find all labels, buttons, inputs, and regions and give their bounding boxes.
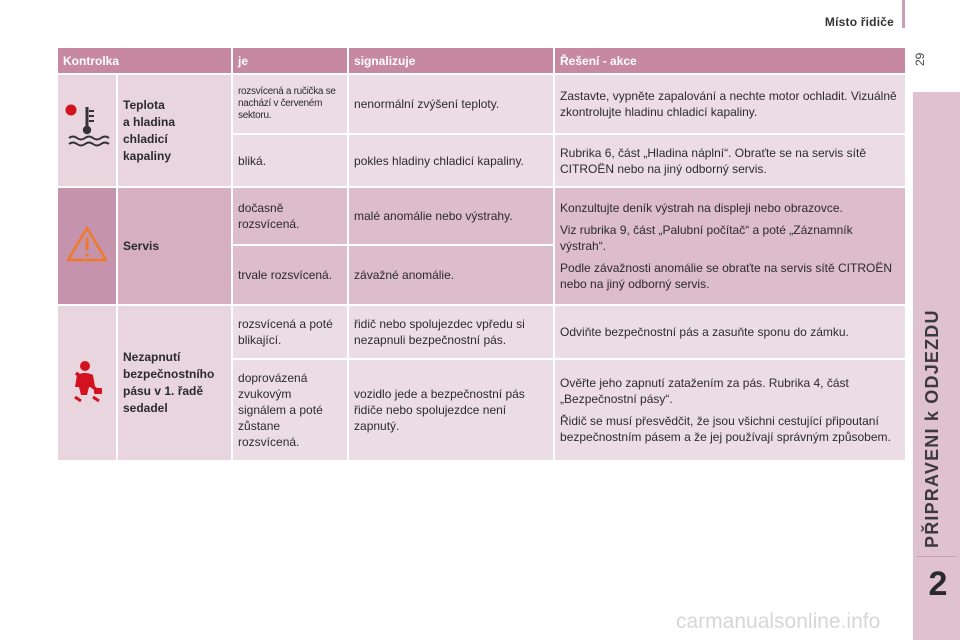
indicator-name-line: sedadel	[123, 401, 168, 415]
coolant-icon-cell	[58, 75, 116, 186]
action-text: Řidič se musí přesvědčit, že jsou všichni cestující připoutaní bezpečnostním pásem a že jej používají správným způsobem.	[560, 414, 891, 444]
indicator-name-line: Teplota	[123, 97, 165, 112]
state-cell: rozsvícená a ručička se nachází v červeném sektoru.	[233, 75, 347, 133]
seatbelt-icon-cell	[58, 306, 116, 460]
action-cell: Odviňte bezpečnostní pás a zasuňte sponu do zámku.	[555, 306, 905, 358]
table-row	[58, 75, 905, 133]
warning-lights-table	[56, 46, 903, 462]
state-cell: trvale rozsvícená.	[233, 246, 347, 304]
signal-cell: vozidlo jede a bezpečnostní pás řidiče nebo spolujezdce není zapnutý.	[349, 360, 553, 460]
coolant-temperature-icon	[62, 101, 112, 157]
chapter-number: 2	[928, 565, 948, 603]
action-text: Ověřte jeho zapnutí zatažením za pás. Rubrika 4, část „Bezpečnostní pásy“.	[560, 376, 849, 406]
action-text: Viz rubrika 9, část „Palubní počítač“ a poté „Záznamník výstrah“.	[560, 223, 853, 253]
indicator-name-line: kapaliny	[123, 148, 172, 163]
action-text: Podle závažnosti anomálie se obraťte na servis sítě CITROËN nebo na jiný odborný servis.	[560, 261, 892, 291]
column-header-kontrolka: Kontrolka	[58, 48, 231, 73]
indicator-name: Servis	[118, 188, 231, 304]
state-cell: dočasně rozsvícená.	[233, 188, 347, 244]
page-header-title: Místo řidiče	[824, 15, 894, 29]
chapter-divider	[917, 556, 957, 557]
state-cell: bliká.	[233, 135, 347, 186]
action-cell: Rubrika 6, část „Hladina náplní“. Obraťte se na servis sítě CITROËN nebo na jiný odborný servis.	[555, 135, 905, 186]
warning-triangle-icon	[64, 224, 110, 264]
action-cell	[555, 188, 905, 304]
action-cell	[555, 360, 905, 460]
indicator-name-line: Nezapnutí	[123, 350, 181, 364]
indicator-name	[118, 75, 231, 186]
table-row	[58, 188, 905, 244]
action-cell: Zastavte, vypněte zapalování a nechte motor ochladit. Vizuálně zkontrolujte hladinu chladicí kapaliny.	[555, 75, 905, 133]
service-icon-cell	[58, 188, 116, 304]
state-cell: doprovázená zvukovým signálem a poté zůstane rozsvícená.	[233, 360, 347, 460]
table-row	[58, 306, 905, 358]
indicator-name-line: bezpečnostního	[123, 367, 215, 381]
signal-cell: nenormální zvýšení teploty.	[349, 75, 553, 133]
seatbelt-icon	[67, 359, 107, 403]
indicator-name-line: pásu v 1. řadě	[123, 384, 204, 398]
action-text: Konzultujte deník výstrah na displeji nebo obrazovce.	[560, 201, 843, 215]
signal-cell: závažné anomálie.	[349, 246, 553, 304]
table-header-row	[58, 48, 905, 73]
column-header-signalizuje: signalizuje	[349, 48, 553, 73]
signal-cell: pokles hladiny chladicí kapaliny.	[349, 135, 553, 186]
header-divider	[902, 0, 905, 28]
chapter-label: PŘIPRAVENI k ODJEZDU	[922, 309, 942, 548]
column-header-je: je	[233, 48, 347, 73]
state-cell: rozsvícená a poté blikající.	[233, 306, 347, 358]
watermark: carmanualsonline.info	[676, 610, 881, 633]
indicator-name-line: chladicí	[123, 131, 168, 146]
indicator-name	[118, 306, 231, 460]
signal-cell: malé anomálie nebo výstrahy.	[349, 188, 553, 244]
signal-cell: řidič nebo spolujezdec vpředu si nezapnuli bezpečnostní pás.	[349, 306, 553, 358]
column-header-reseni: Řešení - akce	[555, 48, 905, 73]
indicator-name-line: a hladina	[123, 114, 176, 129]
page-number: 29	[913, 52, 927, 66]
